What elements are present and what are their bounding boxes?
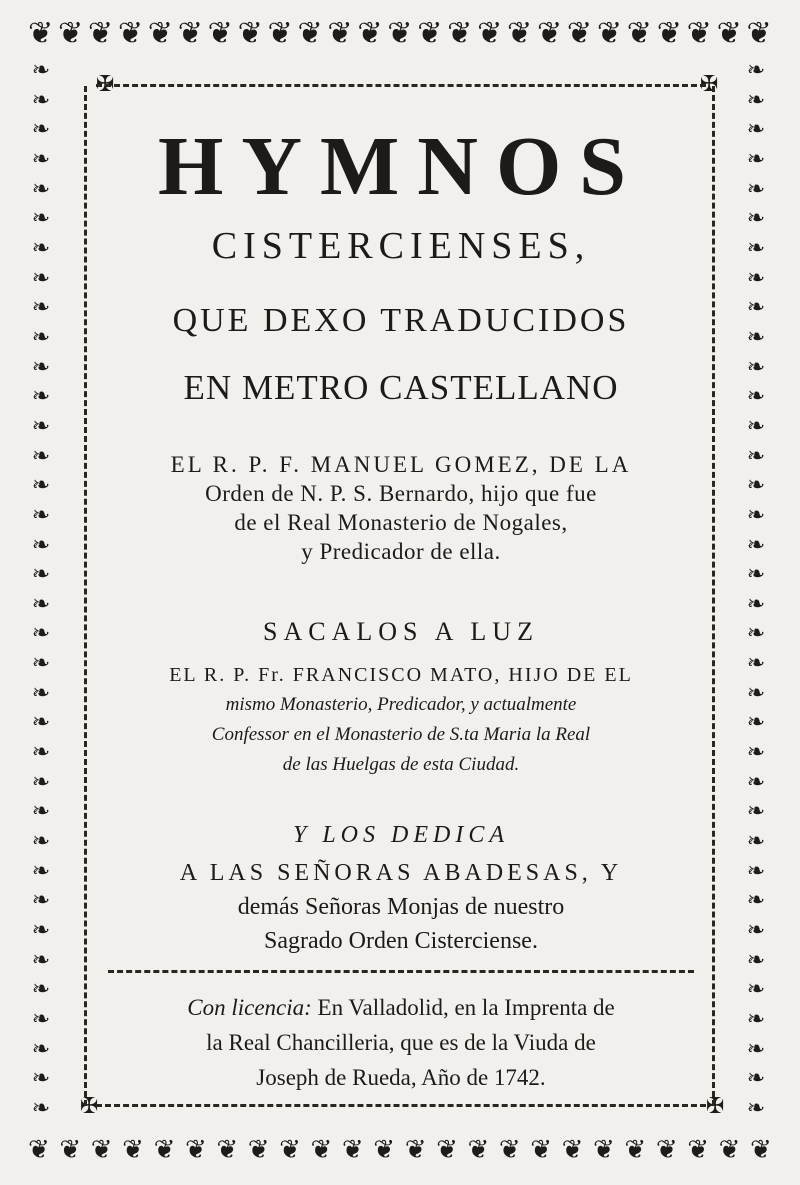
fleuron-icon: ❦ [341, 1135, 364, 1165]
fleuron-icon: ❧ [746, 295, 766, 321]
fleuron-icon: ❦ [57, 16, 84, 51]
fleuron-icon: ❧ [31, 354, 51, 380]
fleuron-icon: ❧ [31, 947, 51, 973]
author-block [96, 450, 706, 566]
fleuron-icon: ❧ [746, 1036, 766, 1062]
fleuron-icon: ❧ [31, 146, 51, 172]
fleuron-icon: ❧ [746, 562, 766, 588]
fleuron-icon: ❦ [530, 1135, 553, 1165]
fleuron-icon: ❦ [593, 1135, 615, 1165]
fleuron-icon: ❦ [749, 1135, 772, 1165]
fleuron-icon: ❧ [746, 532, 766, 558]
fleuron-icon: ❧ [31, 295, 51, 321]
fleuron-icon: ❧ [746, 324, 766, 350]
imprint-line-1 [96, 990, 706, 1025]
fleuron-icon: ❦ [310, 1135, 333, 1165]
fleuron-icon: ❧ [31, 888, 51, 914]
fleuron-icon: ❧ [746, 146, 766, 172]
fleuron-icon: ❧ [31, 443, 51, 469]
fleuron-icon: ❧ [31, 413, 51, 439]
editor-heading: SACALOS A LUZ [263, 617, 539, 646]
fleuron-icon: ❦ [566, 16, 593, 51]
fleuron-icon: ❧ [31, 918, 51, 944]
top-ornament-border [28, 14, 772, 54]
fleuron-icon: ❧ [746, 1095, 766, 1120]
right-ornament-border [728, 60, 784, 1120]
fleuron-icon: ❧ [31, 977, 51, 1003]
fleuron-icon: ❦ [247, 1135, 270, 1165]
fleuron-icon: ❦ [536, 16, 563, 51]
fleuron-icon: ❧ [31, 60, 51, 83]
cross-ornament-icon: ✠ [80, 1094, 99, 1119]
fleuron-icon: ❧ [746, 740, 766, 766]
fleuron-icon: ❧ [31, 680, 51, 706]
author-line-2: Orden de N. P. S. Bernardo, hijo que fue [205, 481, 597, 506]
fleuron-icon: ❦ [59, 1135, 82, 1165]
fleuron-icon: ❧ [31, 1066, 51, 1092]
fleuron-icon: ❧ [31, 87, 51, 113]
fleuron-icon: ❦ [404, 1135, 427, 1165]
fleuron-icon: ❧ [746, 947, 766, 973]
fleuron-icon: ❦ [624, 1135, 647, 1165]
author-line-1: EL R. P. F. MANUEL GOMEZ, DE LA [170, 452, 632, 477]
dedication-block [96, 856, 706, 958]
fleuron-icon: ❧ [746, 235, 766, 261]
fleuron-icon: ❧ [31, 799, 51, 825]
fleuron-icon: ❧ [31, 532, 51, 558]
fleuron-icon: ❦ [561, 1135, 584, 1165]
fleuron-icon: ❦ [716, 16, 742, 51]
fleuron-icon: ❧ [746, 413, 766, 439]
fleuron-icon: ❧ [31, 502, 51, 528]
fleuron-icon: ❦ [387, 16, 413, 51]
fleuron-icon: ❧ [746, 206, 766, 232]
fleuron-icon: ❧ [746, 710, 766, 736]
fleuron-icon: ❦ [117, 16, 143, 51]
frame-rule-left [84, 86, 87, 1106]
editor-line-1: EL R. P. Fr. FRANCISCO MATO, HIJO DE EL [169, 664, 633, 686]
fleuron-icon: ❧ [746, 1007, 766, 1032]
imprint-line-1-text: En Valladolid, en la Imprenta de [317, 995, 615, 1020]
fleuron-icon: ❦ [626, 16, 652, 51]
cross-ornament-icon: ✠ [700, 72, 719, 97]
imprint-divider-rule [108, 970, 694, 973]
fleuron-icon: ❦ [447, 16, 473, 51]
fleuron-icon: ❧ [746, 888, 766, 914]
fleuron-icon: ❦ [184, 1135, 207, 1165]
fleuron-icon: ❧ [746, 265, 766, 291]
frame-rule-top [96, 84, 706, 87]
fleuron-icon: ❧ [31, 1095, 51, 1120]
frame-rule-right [712, 86, 715, 1106]
fleuron-icon: ❦ [90, 1135, 113, 1165]
fleuron-icon: ❦ [746, 16, 772, 51]
fleuron-icon: ❧ [746, 502, 766, 528]
fleuron-icon: ❧ [31, 206, 51, 232]
fleuron-icon: ❧ [746, 354, 766, 380]
fleuron-icon: ❦ [436, 1135, 458, 1165]
fleuron-icon: ❦ [596, 16, 622, 51]
fleuron-icon: ❦ [477, 16, 503, 51]
fleuron-icon: ❦ [327, 16, 353, 51]
dedication-heading: Y LOS DEDICA [292, 822, 509, 848]
fleuron-icon: ❧ [31, 591, 51, 617]
fleuron-icon: ❧ [31, 265, 51, 291]
fleuron-icon: ❦ [28, 16, 54, 51]
fleuron-icon: ❦ [686, 16, 712, 51]
fleuron-icon: ❦ [279, 1135, 301, 1165]
fleuron-icon: ❦ [216, 1135, 239, 1165]
fleuron-icon: ❧ [746, 651, 766, 677]
title-line-3: QUE DEXO TRADUCIDOS [172, 302, 630, 339]
fleuron-icon: ❦ [87, 16, 114, 51]
fleuron-icon: ❧ [31, 829, 51, 855]
editor-line-3: Confessor en el Monasterio de S.ta Maria la Real [211, 724, 591, 745]
fleuron-icon: ❦ [297, 16, 323, 51]
imprint-line-3: Joseph de Rueda, Año de 1742. [256, 1065, 546, 1090]
fleuron-icon: ❧ [746, 176, 766, 202]
cross-ornament-icon: ✠ [96, 72, 115, 97]
fleuron-icon: ❧ [746, 799, 766, 825]
fleuron-icon: ❧ [746, 621, 766, 647]
fleuron-icon: ❦ [656, 16, 682, 51]
fleuron-icon: ❧ [746, 769, 766, 795]
fleuron-icon: ❦ [207, 16, 233, 51]
license-label: Con licencia: [187, 995, 312, 1020]
fleuron-icon: ❧ [746, 473, 766, 499]
fleuron-icon: ❦ [687, 1135, 709, 1165]
fleuron-icon: ❦ [357, 16, 383, 51]
fleuron-icon: ❧ [746, 918, 766, 944]
fleuron-icon: ❧ [31, 117, 51, 143]
fleuron-icon: ❦ [417, 16, 443, 51]
fleuron-icon: ❧ [31, 651, 51, 677]
editor-line-4: de las Huelgas de esta Ciudad. [282, 754, 520, 775]
fleuron-icon: ❧ [31, 562, 51, 588]
fleuron-icon: ❧ [31, 621, 51, 647]
imprint-line-2: la Real Chancilleria, que es de la Viuda de [206, 1030, 596, 1055]
fleuron-icon: ❧ [746, 1066, 766, 1092]
left-ornament-border [16, 60, 66, 1120]
fleuron-icon: ❧ [746, 87, 766, 113]
editor-line-2: mismo Monasterio, Predicador, y actualmente [225, 694, 577, 715]
fleuron-icon: ❦ [655, 1135, 678, 1165]
fleuron-icon: ❦ [507, 16, 533, 51]
fleuron-icon: ❧ [31, 1036, 51, 1062]
author-line-3: de el Real Monasterio de Nogales, [234, 510, 568, 535]
title-line-1: HYMNOS [158, 120, 644, 213]
editor-block [96, 660, 706, 780]
fleuron-icon: ❧ [31, 710, 51, 736]
imprint-block [96, 990, 706, 1095]
fleuron-icon: ❧ [31, 473, 51, 499]
fleuron-icon: ❦ [153, 1135, 176, 1165]
fleuron-icon: ❧ [746, 829, 766, 855]
fleuron-icon: ❧ [746, 591, 766, 617]
fleuron-icon: ❦ [147, 16, 173, 51]
fleuron-icon: ❧ [746, 977, 766, 1003]
title-line-4: EN METRO CASTELLANO [183, 368, 619, 407]
fleuron-icon: ❦ [718, 1135, 741, 1165]
fleuron-icon: ❧ [31, 324, 51, 350]
dedication-line-2: demás Señoras Monjas de nuestro [237, 894, 565, 920]
bottom-ornament-border [28, 1126, 772, 1174]
fleuron-icon: ❧ [746, 60, 766, 83]
fleuron-icon: ❧ [31, 235, 51, 261]
fleuron-icon: ❧ [31, 740, 51, 766]
fleuron-icon: ❧ [31, 384, 51, 410]
fleuron-icon: ❧ [746, 117, 766, 143]
fleuron-icon: ❧ [746, 384, 766, 410]
fleuron-icon: ❦ [28, 1135, 50, 1165]
author-line-4: y Predicador de ella. [301, 539, 501, 564]
title-line-2: CISTERCIENSES, [211, 225, 591, 267]
fleuron-icon: ❦ [498, 1135, 521, 1165]
dedication-line-3: Sagrado Orden Cisterciense. [264, 928, 538, 954]
fleuron-icon: ❧ [31, 1007, 51, 1032]
fleuron-icon: ❧ [746, 443, 766, 469]
fleuron-icon: ❧ [746, 858, 766, 884]
frame-rule-bottom [96, 1104, 706, 1107]
dedication-line-1: A LAS SEÑORAS ABADESAS, Y [179, 860, 623, 886]
fleuron-icon: ❦ [237, 16, 263, 51]
fleuron-icon: ❦ [467, 1135, 490, 1165]
fleuron-icon: ❦ [373, 1135, 396, 1165]
cross-ornament-icon: ✠ [706, 1094, 725, 1119]
fleuron-icon: ❧ [746, 680, 766, 706]
fleuron-icon: ❧ [31, 176, 51, 202]
fleuron-icon: ❦ [177, 16, 203, 51]
fleuron-icon: ❧ [31, 769, 51, 795]
fleuron-icon: ❦ [122, 1135, 144, 1165]
fleuron-icon: ❧ [31, 858, 51, 884]
fleuron-icon: ❦ [267, 16, 293, 51]
